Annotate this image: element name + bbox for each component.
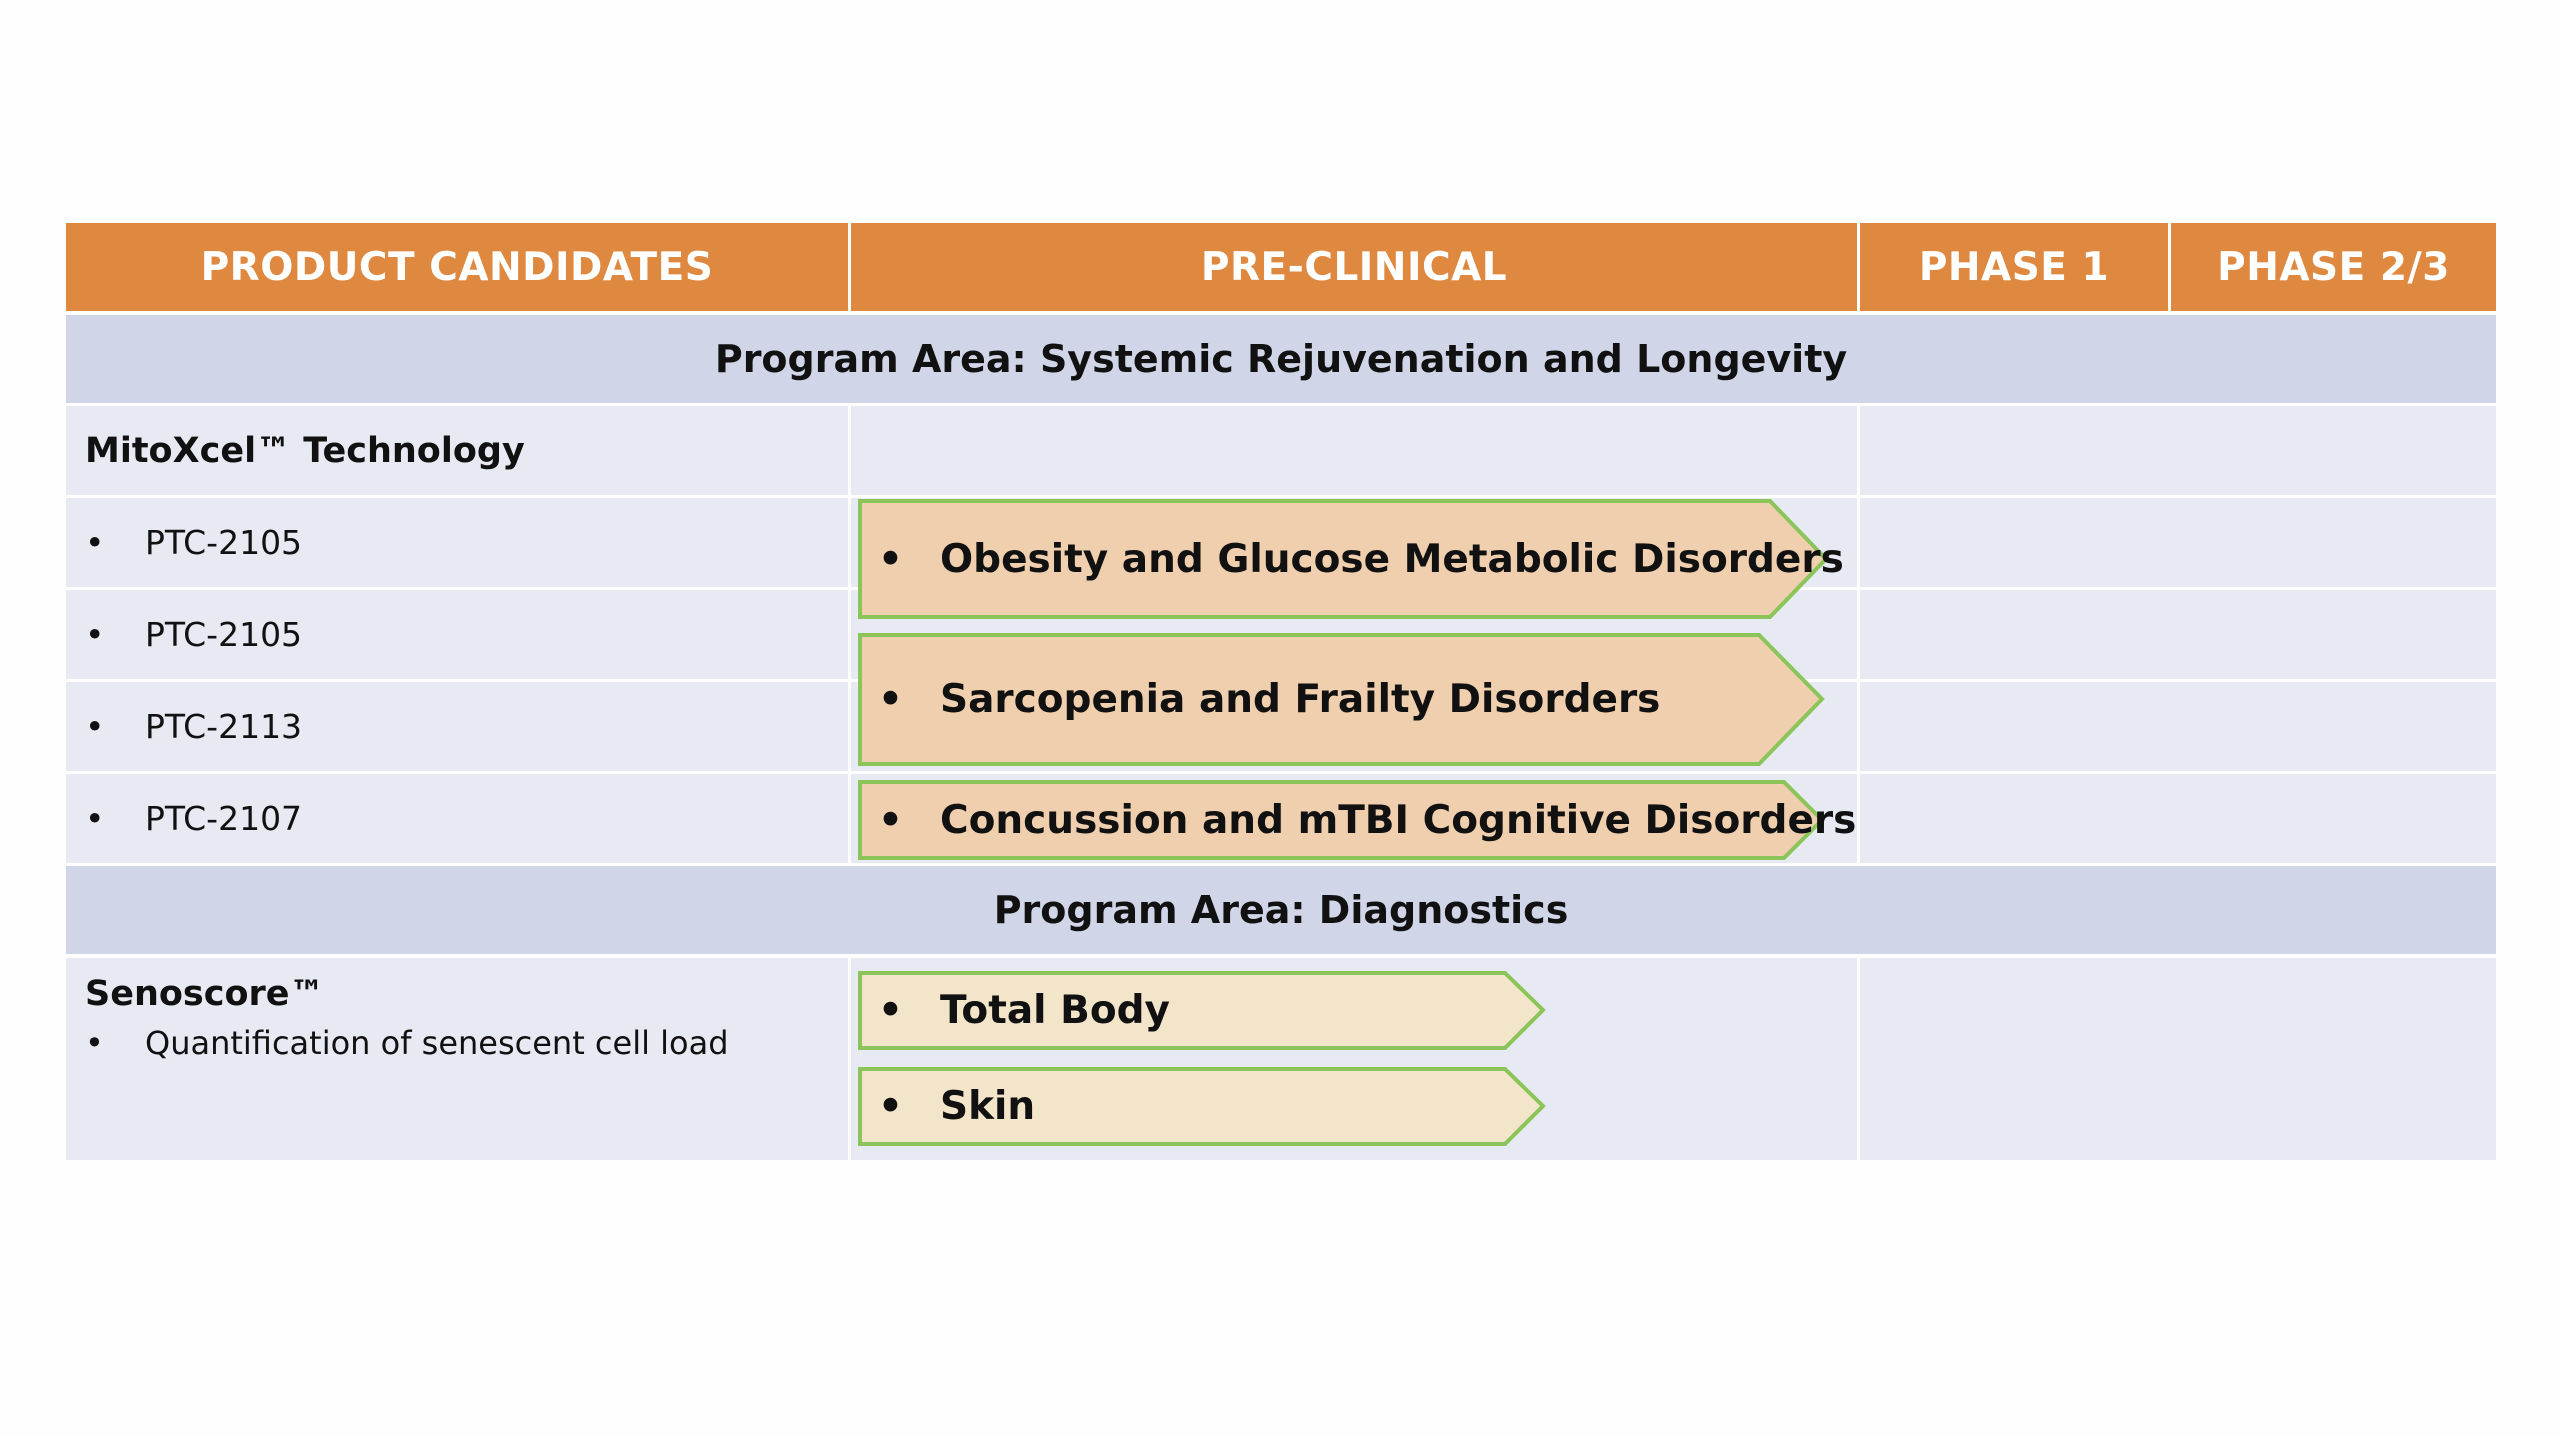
header-pre-clinical: PRE-CLINICAL — [851, 223, 1857, 311]
candidate-cell — [66, 774, 848, 863]
progress-arrow — [858, 499, 1844, 619]
phase-cell — [1860, 498, 2496, 587]
table-row — [66, 406, 2496, 495]
progress-arrow — [858, 780, 1857, 860]
table-header — [66, 223, 2496, 311]
phase-cell — [1860, 774, 2496, 863]
candidate-cell — [66, 958, 848, 1160]
phase-cell — [1860, 406, 2496, 495]
candidate-cell — [66, 590, 848, 679]
program-area-title: Program Area: Diagnostics — [66, 866, 2496, 954]
phase-cell — [1860, 590, 2496, 679]
program-area-title: Program Area: Systemic Rejuvenation and Longevity — [66, 315, 2496, 403]
progress-arrow — [858, 633, 1824, 766]
bullet: • — [85, 615, 105, 654]
header-product-candidates: PRODUCT CANDIDATES — [66, 223, 848, 311]
phase-cell — [1860, 682, 2496, 771]
candidate-name: PTC-2107 — [145, 799, 303, 838]
bullet: • — [878, 797, 903, 843]
bullet: • — [85, 523, 105, 562]
indication-label: Concussion and mTBI Cognitive Disorders — [940, 797, 1857, 843]
indication-label: Total Body — [940, 988, 1170, 1033]
candidate-name: PTC-2113 — [145, 707, 303, 746]
technology-label: Senoscore™ — [85, 974, 325, 1014]
indication-label: Sarcopenia and Frailty Disorders — [940, 677, 1661, 722]
phase-cell — [1860, 958, 2496, 1160]
candidate-cell — [66, 682, 848, 771]
bullet: • — [878, 677, 903, 722]
indication-label: Skin — [940, 1084, 1036, 1129]
technology-description: • Quantification of senescent cell load — [85, 1024, 729, 1062]
candidate-name: PTC-2105 — [145, 523, 303, 562]
bullet: • — [878, 988, 903, 1033]
bullet: • — [85, 799, 105, 838]
progress-arrow — [858, 971, 1545, 1050]
progress-arrow — [858, 1067, 1545, 1146]
header-phase-1: PHASE 1 — [1860, 223, 2168, 311]
technology-label: MitoXcel™ Technology — [66, 406, 848, 495]
bullet: • — [85, 707, 105, 746]
indication-label: Obesity and Glucose Metabolic Disorders — [940, 536, 1844, 582]
candidate-name: PTC-2105 — [145, 615, 303, 654]
header-phase-2-3: PHASE 2/3 — [2171, 223, 2496, 311]
bullet: • — [878, 536, 903, 582]
candidate-cell — [66, 498, 848, 587]
preclinical-cell — [851, 406, 1857, 495]
bullet: • — [878, 1084, 903, 1129]
bullet: • — [85, 1024, 104, 1062]
